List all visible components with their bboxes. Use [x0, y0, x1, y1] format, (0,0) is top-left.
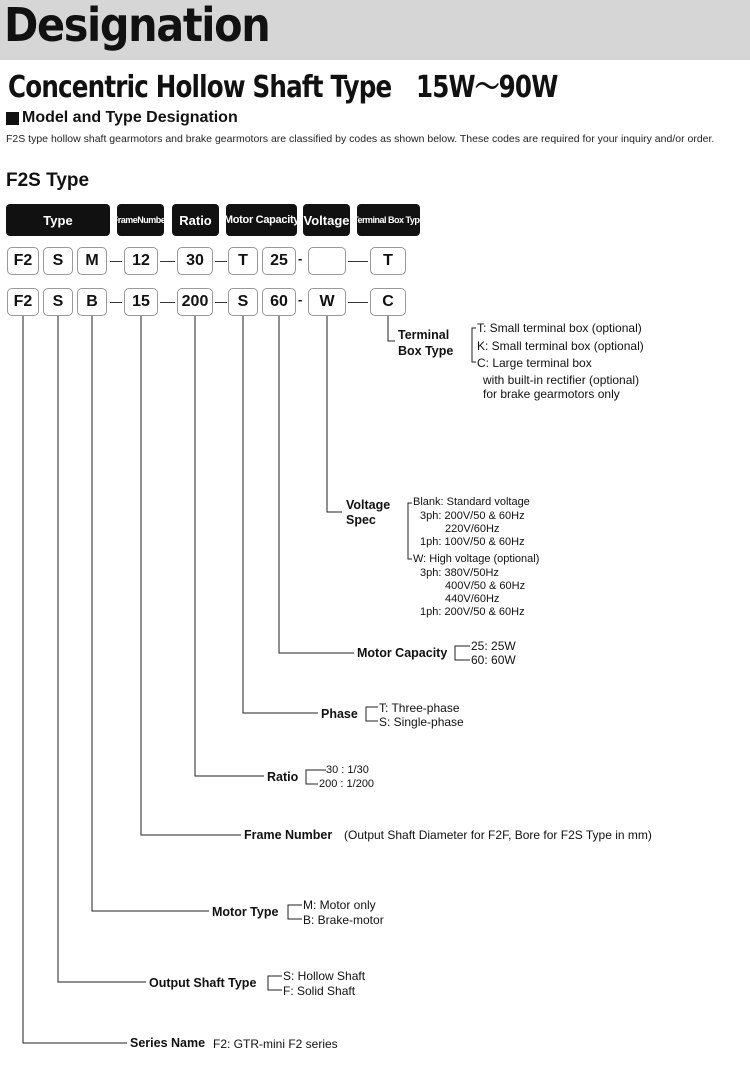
code-box: F2: [7, 288, 39, 316]
output-shaft-f: F: Solid Shaft: [283, 984, 356, 998]
code-box: T: [228, 247, 258, 275]
voltage-w-3ph-3: 440V/60Hz: [445, 593, 500, 605]
motor-capacity-label: Motor Capacity: [357, 646, 448, 660]
frame-number-desc: (Output Shaft Diameter for F2F, Bore for F2S Type in mm): [344, 828, 652, 842]
code-box: B: [77, 288, 107, 316]
separator-hyphen: -: [298, 251, 303, 266]
page-title: Designation: [4, 0, 270, 52]
type-title: F2S Type: [6, 170, 90, 191]
output-shaft-s: S: Hollow Shaft: [283, 969, 366, 983]
code-box: 200: [177, 288, 213, 316]
motor-type-m: M: Motor only: [303, 898, 376, 912]
output-shaft-label: Output Shaft Type: [149, 976, 257, 990]
phase-label: Phase: [321, 707, 358, 721]
bracket-motor-type: [288, 905, 302, 919]
section-heading-text: Model and Type Designation: [22, 109, 238, 126]
code-box: 25: [262, 247, 296, 275]
header-voltage: Voltage: [303, 204, 350, 236]
code-box: 60: [262, 288, 296, 316]
ratio-200: 200 : 1/200: [319, 778, 375, 790]
leader-frame: [141, 316, 241, 835]
voltage-blank-3ph: 3ph: 200V/50 & 60Hz: [420, 510, 525, 522]
motor-capacity-60: 60: 60W: [471, 653, 516, 667]
code-box: S: [43, 288, 73, 316]
leader-ratio: [195, 316, 264, 776]
intro-text: F2S type hollow shaft gearmotors and brake gearmotors are classified by codes as shown below. These codes are required for your inquiry and/or order.: [6, 133, 715, 145]
frame-number-label: Frame Number: [244, 828, 333, 842]
code-box: 15: [124, 288, 158, 316]
code-box: S: [43, 247, 73, 275]
leader-motor-capacity: [279, 316, 354, 653]
ratio-label: Ratio: [267, 770, 299, 784]
code-box: W: [308, 288, 346, 316]
terminal-option-t: T: Small terminal box (optional): [477, 321, 642, 335]
series-name-desc: F2: GTR-mini F2 series: [213, 1037, 338, 1051]
leader-voltage: [327, 316, 342, 512]
leader-series: [23, 316, 127, 1043]
phase-t: T: Three-phase: [379, 701, 460, 715]
bracket-motor-capacity: [455, 646, 470, 660]
code-box: C: [370, 288, 406, 316]
leader-terminal: [388, 316, 395, 341]
code-box: 12: [124, 247, 158, 275]
code-box: F2: [7, 247, 39, 275]
terminal-option-k: K: Small terminal box (optional): [477, 339, 644, 353]
voltage-w-3ph-2: 400V/50 & 60Hz: [445, 580, 526, 592]
voltage-blank-1ph: 1ph: 100V/50 & 60Hz: [420, 536, 525, 548]
header-terminal-box-type: Terminal Box Type: [357, 204, 420, 236]
header-type: Type: [6, 204, 110, 236]
subtitle-range: 15W～90W: [415, 70, 558, 105]
code-box: S: [228, 288, 258, 316]
leader-output-shaft: [58, 316, 146, 982]
voltage-w: W: High voltage (optional): [413, 553, 540, 565]
separator-hyphen: -: [298, 292, 303, 307]
series-name-label: Series Name: [130, 1036, 206, 1050]
terminal-option-c: C: Large terminal box: [477, 356, 592, 370]
voltage-w-3ph: 3ph: 380V/50Hz: [420, 567, 499, 579]
voltage-w-1ph: 1ph: 200V/50 & 60Hz: [420, 606, 525, 618]
leader-motor-type: [92, 316, 209, 911]
voltage-blank: Blank: Standard voltage: [413, 496, 530, 508]
bracket-terminal: [472, 328, 476, 362]
code-box: M: [77, 247, 107, 275]
bracket-output-shaft: [268, 976, 282, 990]
header-motor-capacity: Motor Capacity: [226, 204, 297, 236]
terminal-label-1: Terminal: [398, 328, 450, 342]
terminal-option-c-note1: with built-in rectifier (optional): [483, 373, 640, 387]
bracket-voltage: [408, 503, 412, 559]
code-box: 30: [177, 247, 213, 275]
header-frame-number: FrameNumber: [117, 204, 164, 236]
motor-type-label: Motor Type: [212, 905, 279, 919]
subtitle-main: Concentric Hollow Shaft Type: [8, 70, 392, 105]
voltage-blank-3ph-2: 220V/60Hz: [445, 523, 500, 535]
terminal-label-2: Box Type: [398, 344, 454, 358]
phase-s: S: Single-phase: [379, 715, 464, 729]
code-box: T: [370, 247, 406, 275]
terminal-option-c-note2: for brake gearmotors only: [483, 387, 620, 401]
motor-capacity-25: 25: 25W: [471, 639, 516, 653]
motor-type-b: B: Brake-motor: [303, 913, 384, 927]
header-ratio: Ratio: [172, 204, 219, 236]
voltage-label-1: Voltage: [346, 498, 391, 512]
ratio-30: 30 : 1/30: [326, 764, 369, 776]
voltage-label-2: Spec: [346, 513, 376, 527]
bracket-phase: [366, 707, 378, 721]
